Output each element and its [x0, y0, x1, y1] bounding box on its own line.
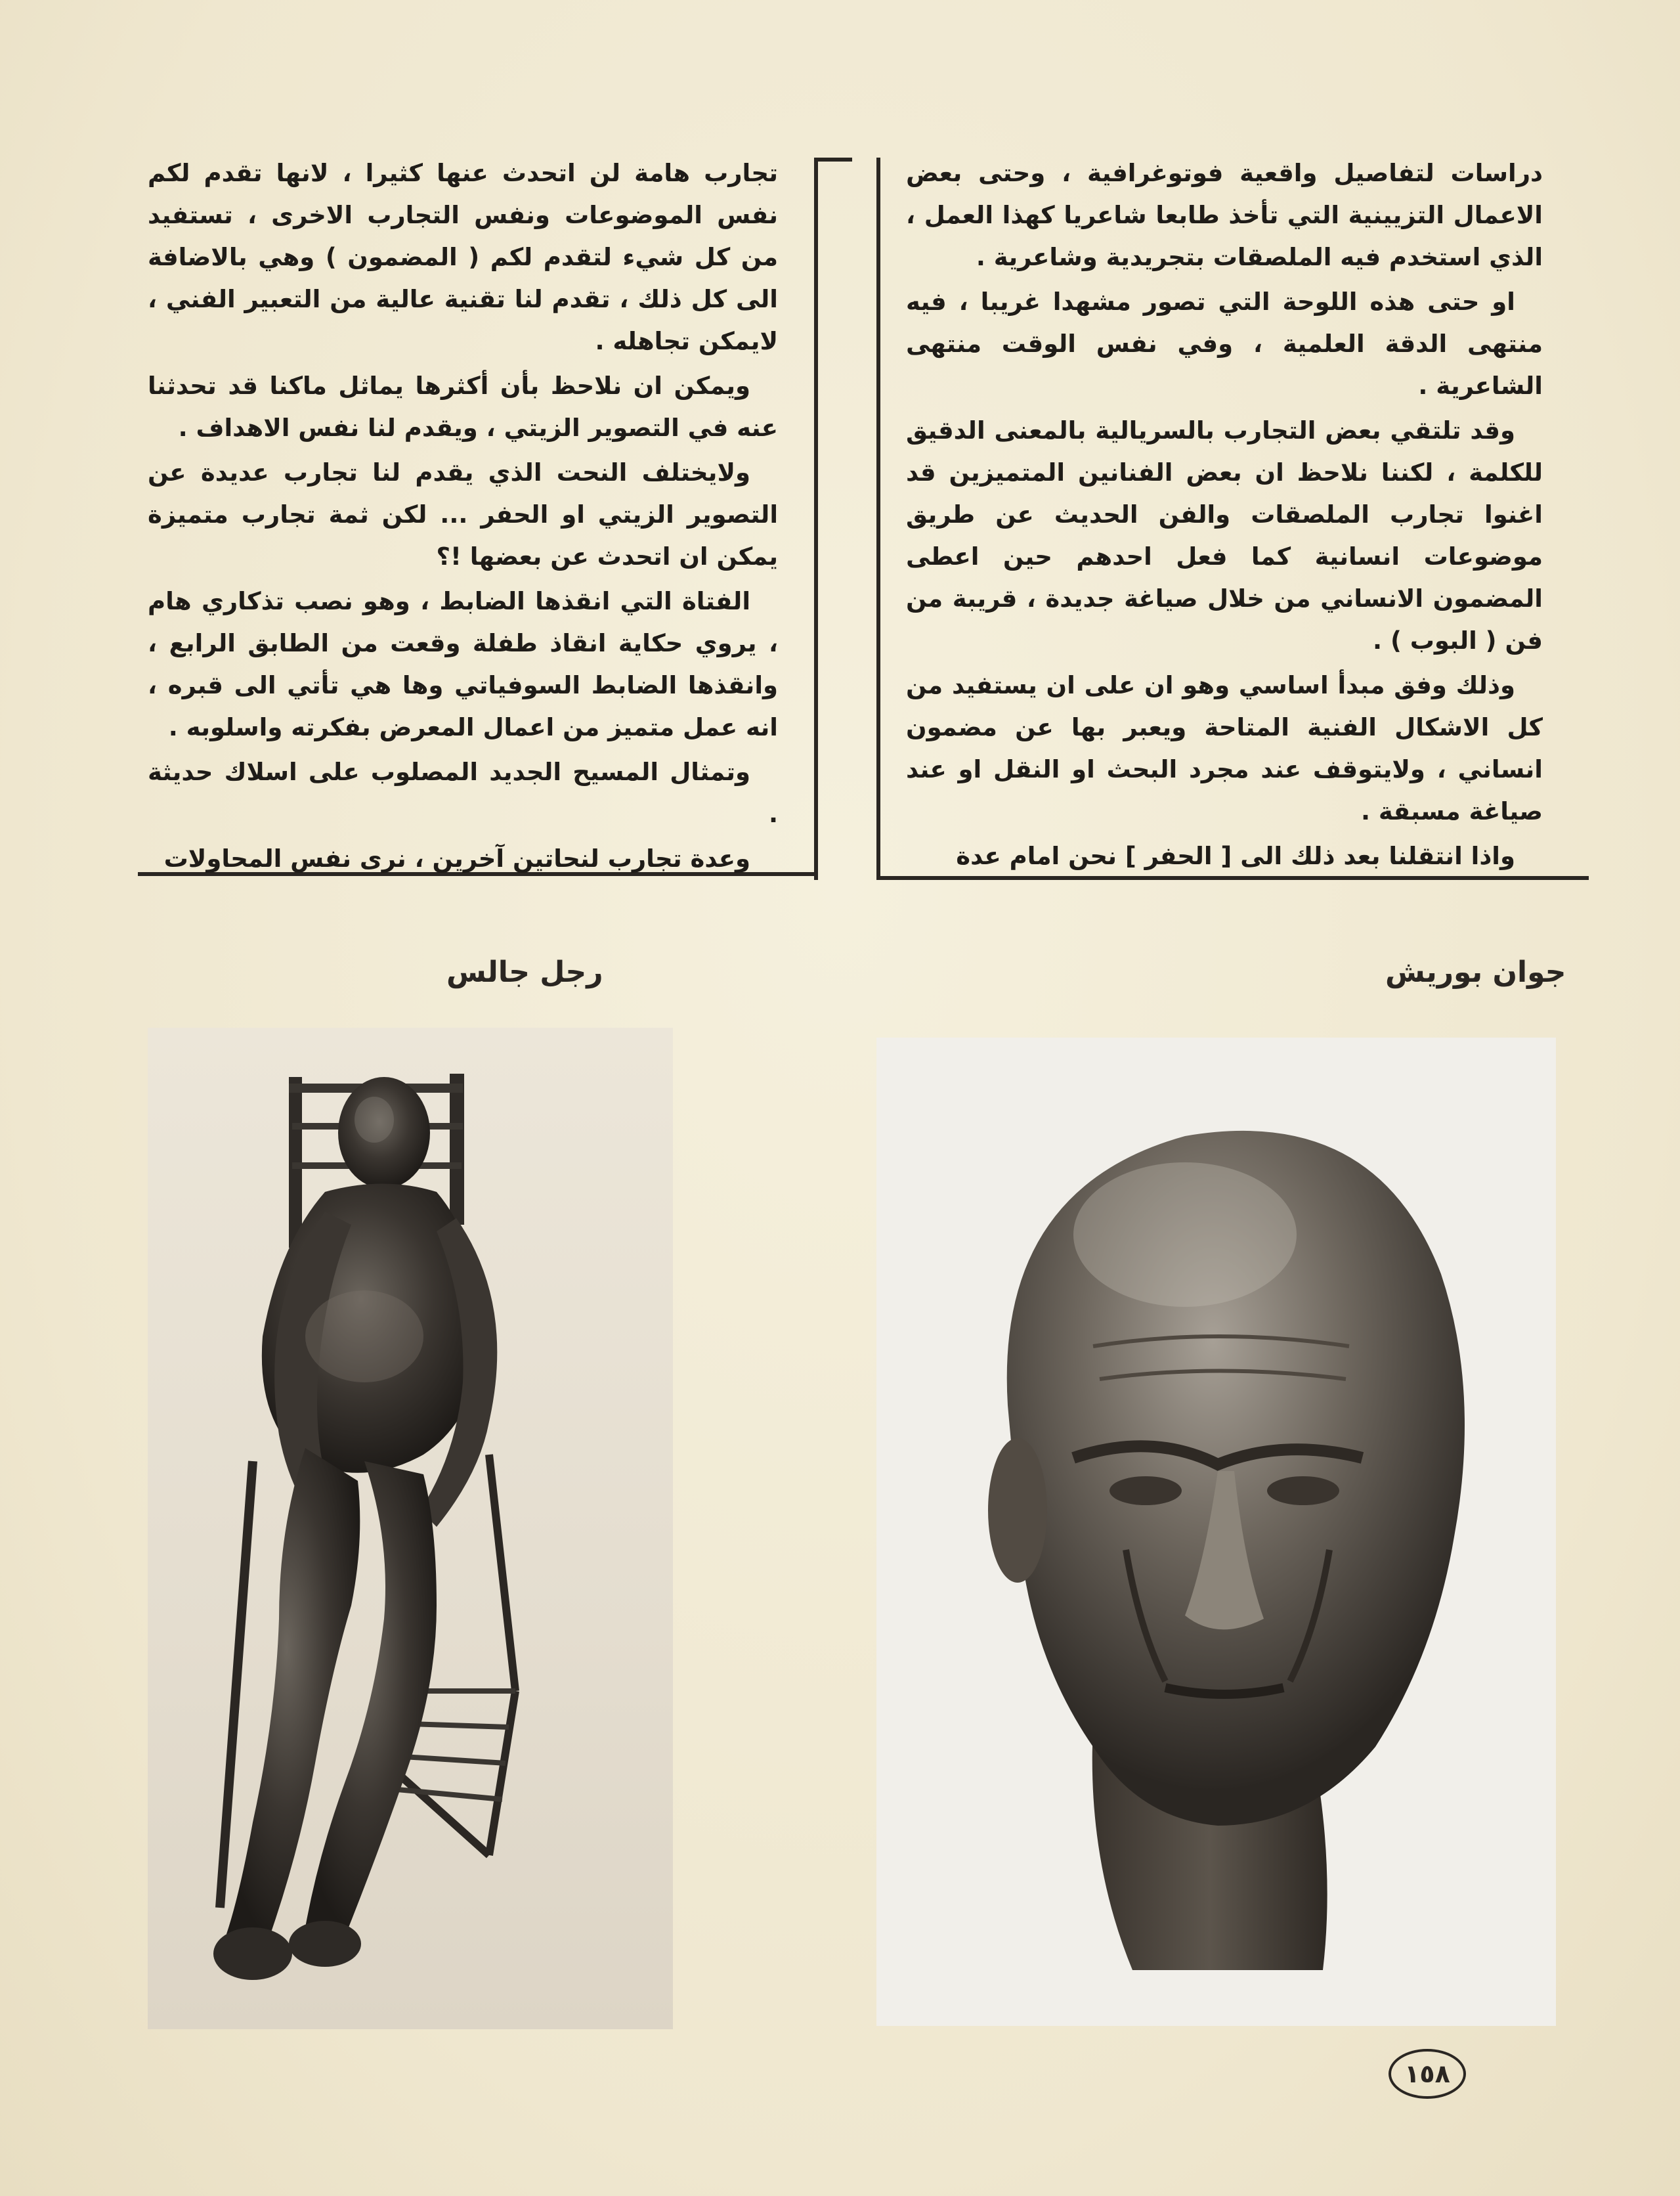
page-number: ١٥٨	[1389, 2049, 1466, 2099]
paragraph: ويمكن ان نلاحظ بأن أكثرها يماثل ماكنا قد تحدثنا عنه في التصوير الزيتي ، ويقدم لنا نفس الاهداف .	[148, 372, 778, 442]
paragraph: دراسات لتفاصيل واقعية فوتوغرافية ، وحتى بعض الاعمال التزيينية التي تأخذ طابعا شاعريا كهذا العمل ، الذي استخدم فيه الملصقات بتجريدية وشاعرية .	[906, 159, 1543, 271]
caption-seated-man: رجل جالس	[446, 955, 603, 989]
paragraph: وتمثال المسيح الجديد المصلوب على اسلاك حديثة .	[148, 758, 778, 828]
seated-figure-image	[148, 1028, 673, 2029]
paragraph: الفتاة التي انقذها الضابط ، وهو نصب تذكاري هام ، يروي حكاية انقاذ طفلة وقعت من الطابق الرابع ، وانقذها الضابط السوفياتي وها هي تأتي الى قبره ، انه عمل متميز من اعمال المعرض بفكرته واسلوبه .	[148, 587, 778, 741]
frame-rule	[814, 158, 852, 162]
paragraph: ولايختلف النحت الذي يقدم لنا تجارب عديدة عن التصوير الزيتي او الحفر ... لكن ثمة تجارب متميزة يمكن ان اتحدث عن بعضها !؟	[148, 458, 778, 571]
paragraph: تجارب هامة لن اتحدث عنها كثيرا ، لانها تقدم لكم نفس الموضوعات ونفس التجارب الاخرى ، تستفيد من كل شيء لتقدم لكم ( المضمون ) وهي بالاضافة الى كل ذلك ، تقدم لنا تقنية عالية من التعبير الفني ، لايمكن تجاهله .	[148, 159, 778, 355]
frame-rule	[876, 158, 880, 880]
paragraph: وعدة تجارب لنحاتين آخرين ، نرى نفس المحاولات	[163, 845, 750, 873]
paragraph: او حتى هذه اللوحة التي تصور مشهدا غريبا ، فيه منتهى الدقة العلمية ، وفي نفس الوقت منتهى الشاعرية .	[906, 288, 1543, 400]
portrait-head-sculpture-photo	[876, 1038, 1556, 2026]
right-text-column	[906, 152, 1543, 880]
seated-man-sculpture-photo	[148, 1028, 673, 2029]
caption-portrait-head: جوان بوريش	[1385, 955, 1566, 989]
paragraph: وذلك وفق مبدأ اساسي وهو ان على ان يستفيد من كل الاشكال الفنية المتاحة ويعبر بها عن مضمون انساني ، ولايتوقف عند مجرد البحث او النقل او عند صياغة مسبقة .	[906, 671, 1543, 825]
paragraph: واذا انتقلنا بعد ذلك الى [ الحفر ] نحن امام عدة	[956, 842, 1515, 870]
frame-rule	[814, 158, 818, 880]
bust-image	[876, 1038, 1556, 2026]
left-text-column	[148, 152, 778, 883]
paragraph: وقد تلتقي بعض التجارب بالسريالية بالمعنى الدقيق للكلمة ، لكننا نلاحظ ان بعض الفنانين المتميزين قد اغنوا تجارب الملصقات والفن الحديث عن طريق موضوعات انسانية كما فعل احدهم حين اعطى المضمون الانساني من خلال صياغة جديدة ، قريبة من فن ( البوب ) .	[906, 416, 1543, 655]
